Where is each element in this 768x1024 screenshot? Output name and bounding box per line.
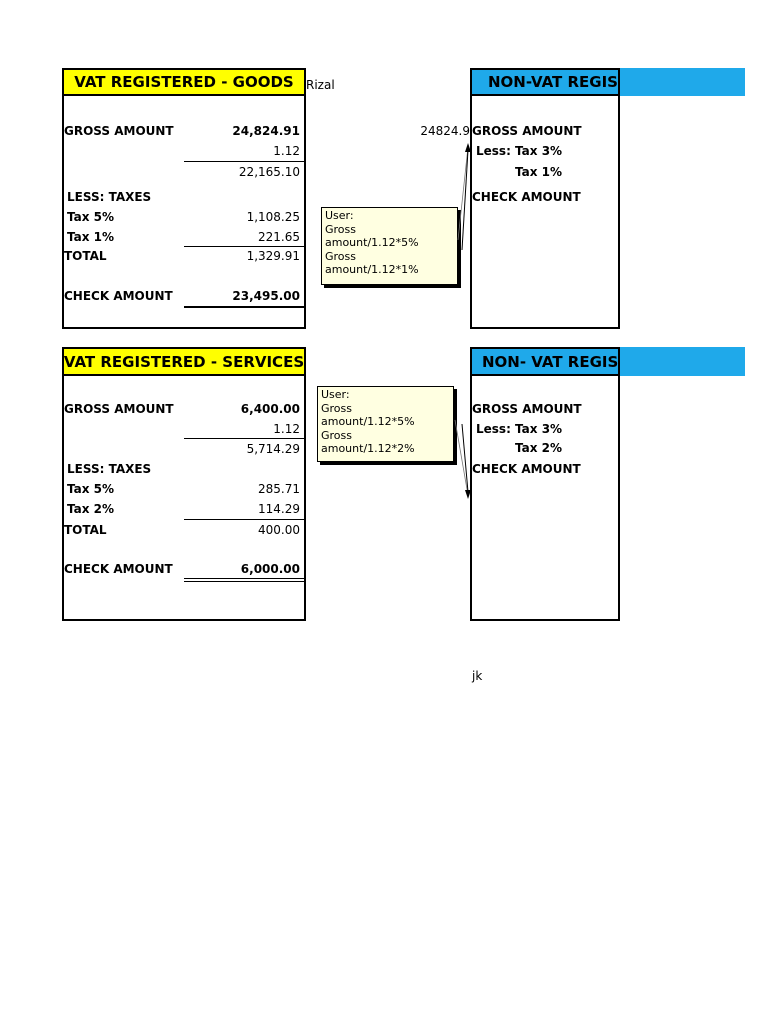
nonvat-services-gross-label: GROSS AMOUNT: [472, 402, 582, 416]
goods-divider-2: [184, 246, 304, 247]
goods-comment-leader: [458, 147, 468, 240]
goods-comment-line-1: Gross: [325, 222, 356, 236]
goods-gross-value: 24,824.91: [232, 124, 300, 138]
goods-comment-arrow-line: [462, 150, 468, 250]
services-tax-a-value: 285.71: [258, 482, 300, 496]
goods-tax-b-label: Tax 1%: [67, 230, 115, 244]
goods-side-label: Rizal: [306, 78, 335, 92]
services-comment-line-3: Gross: [321, 428, 352, 442]
goods-divisor: 1.12: [273, 144, 300, 158]
services-check-underline-2: [184, 581, 304, 582]
nonvat-goods-title: NON-VAT REGIS: [470, 68, 620, 96]
nonvat-services-less-label: Less: Tax 3%: [476, 422, 563, 436]
goods-total-label: TOTAL: [64, 249, 107, 263]
nonvat-goods-header-band: [600, 68, 745, 96]
services-divisor: 1.12: [273, 422, 300, 436]
goods-comment-author: User:: [325, 209, 354, 222]
nonvat-goods-gross-label: GROSS AMOUNT: [472, 124, 582, 138]
services-net-value: 5,714.29: [246, 442, 300, 456]
services-comment-author: User:: [321, 388, 350, 401]
goods-tax-b-value: 221.65: [258, 230, 300, 244]
goods-less-taxes-label: LESS: TAXES: [67, 190, 152, 204]
goods-comment-box[interactable]: [321, 207, 458, 285]
nonvat-services-table: [470, 347, 620, 621]
services-title: VAT REGISTERED - SERVICES: [62, 347, 306, 376]
services-comment-arrow-line: [462, 424, 468, 492]
services-total-value: 400.00: [258, 523, 300, 537]
goods-check-underline: [184, 306, 304, 308]
goods-comment-line-2: amount/1.12*5%: [325, 236, 419, 249]
goods-check-label: CHECK AMOUNT: [64, 289, 173, 303]
goods-total-value: 1,329.91: [246, 249, 300, 263]
goods-comment-line-3: Gross: [325, 249, 356, 263]
goods-tax-a-label: Tax 5%: [67, 210, 115, 224]
nonvat-goods-less-label: Less: Tax 3%: [476, 144, 563, 158]
goods-divider-1: [184, 161, 304, 162]
nonvat-services-check-label: CHECK AMOUNT: [472, 462, 581, 476]
nonvat-goods-check-label: CHECK AMOUNT: [472, 190, 581, 204]
nonvat-goods-left-value: 24824.9: [420, 124, 470, 138]
services-less-taxes-label: LESS: TAXES: [67, 462, 152, 476]
services-gross-value: 6,400.00: [240, 402, 300, 416]
services-tax-b-label: Tax 2%: [67, 502, 115, 516]
goods-title: VAT REGISTERED - GOODS: [62, 68, 306, 96]
goods-tax-a-value: 1,108.25: [246, 210, 300, 224]
goods-net-value: 22,165.10: [238, 165, 300, 179]
nonvat-goods-tax-label: Tax 1%: [515, 165, 563, 179]
services-total-label: TOTAL: [64, 523, 107, 537]
nonvat-services-clip: [470, 347, 619, 621]
services-comment-leader: [455, 420, 468, 495]
nonvat-services-tax-label: Tax 2%: [515, 441, 563, 455]
services-check-label: CHECK AMOUNT: [64, 562, 173, 576]
services-check-underline-1: [184, 578, 304, 579]
goods-comment-line-4: amount/1.12*1%: [325, 263, 419, 276]
services-divider-1: [184, 438, 304, 439]
services-comment-line-2: amount/1.12*5%: [321, 415, 415, 428]
goods-check-value: 23,495.00: [232, 289, 300, 303]
services-check-value: 6,000.00: [240, 562, 300, 576]
nonvat-services-header-band: [600, 347, 745, 376]
services-comment-line-1: Gross: [321, 401, 352, 415]
services-comment-box[interactable]: [317, 386, 454, 462]
services-tax-b-value: 114.29: [258, 502, 300, 516]
services-comment-line-4: amount/1.12*2%: [321, 442, 415, 455]
services-divider-2: [184, 519, 304, 520]
services-gross-label: GROSS AMOUNT: [64, 402, 174, 416]
stray-text: jk: [472, 669, 483, 683]
services-tax-a-label: Tax 5%: [67, 482, 115, 496]
nonvat-services-title: NON- VAT REGIS: [470, 347, 620, 376]
goods-gross-label: GROSS AMOUNT: [64, 124, 174, 138]
